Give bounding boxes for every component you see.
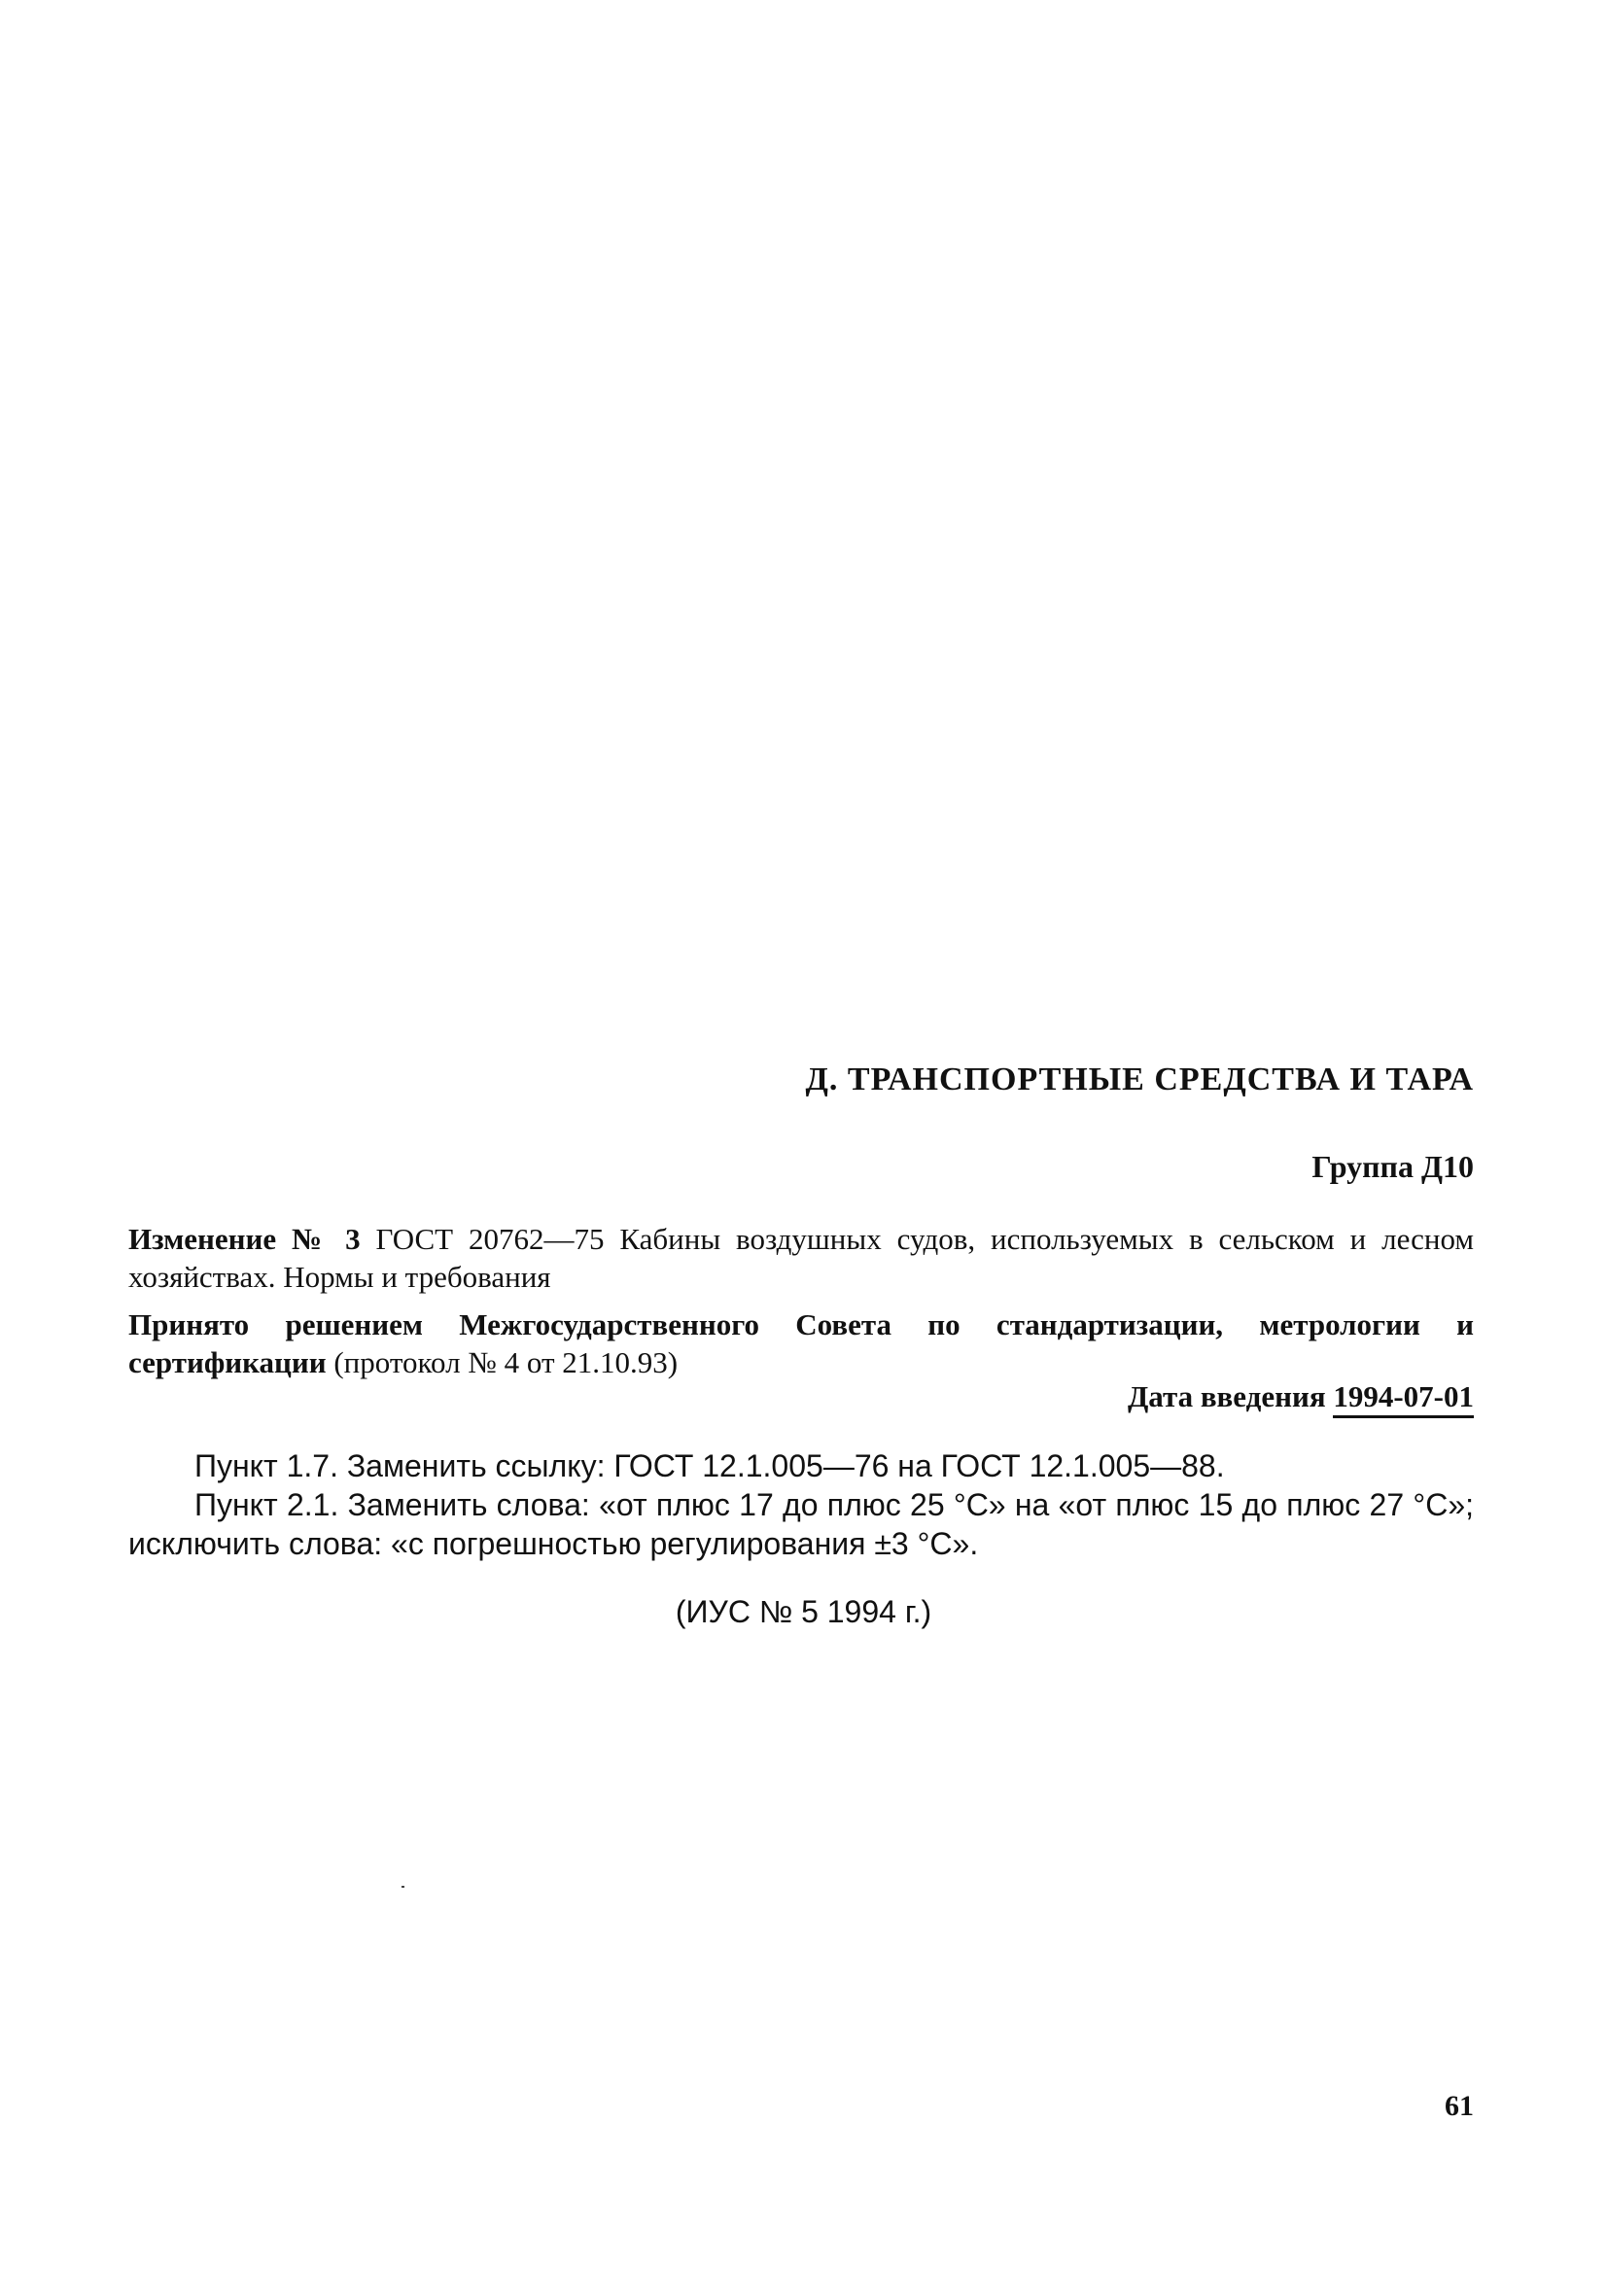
amendment-title <box>128 1220 1474 1296</box>
amendment-lead: Изменение № 3 <box>128 1222 361 1256</box>
group-label: Группа Д10 <box>1311 1149 1474 1184</box>
adoption-protocol: (протокол № 4 от 21.10.93) <box>326 1345 679 1379</box>
adoption-note <box>128 1305 1474 1381</box>
clause-1-7: Пункт 1.7. Заменить ссылку: ГОСТ 12.1.005—76 на ГОСТ 12.1.005—88. <box>194 1448 1225 1483</box>
effective-date-value: 1994-07-01 <box>1333 1379 1474 1418</box>
source-note: (ИУС № 5 1994 г.) <box>675 1594 932 1629</box>
adoption-lead: Принято решением Межгосударственного Совета по стандартизации, метрологии и сертификации <box>128 1307 1474 1379</box>
page-number: 61 <box>1445 2090 1474 2122</box>
amendment-body <box>128 1446 1474 1563</box>
clause-2-1: Пункт 2.1. Заменить слова: «от плюс 17 до плюс 25 °С» на «от плюс 15 до плюс 27 °С»; исключить слова: «с погрешностью регулирования ±3 °С». <box>128 1487 1474 1561</box>
section-title: Д. ТРАНСПОРТНЫЕ СРЕДСТВА И ТАРА <box>805 1061 1474 1097</box>
effective-date-label: Дата введения <box>1127 1379 1334 1413</box>
effective-date <box>1128 1379 1474 1414</box>
scan-speck <box>402 1886 404 1888</box>
amendment-text: ГОСТ 20762—75 Кабины воздушных судов, используемых в сельском и лесном хозяйствах. Нормы и требования <box>128 1222 1474 1294</box>
